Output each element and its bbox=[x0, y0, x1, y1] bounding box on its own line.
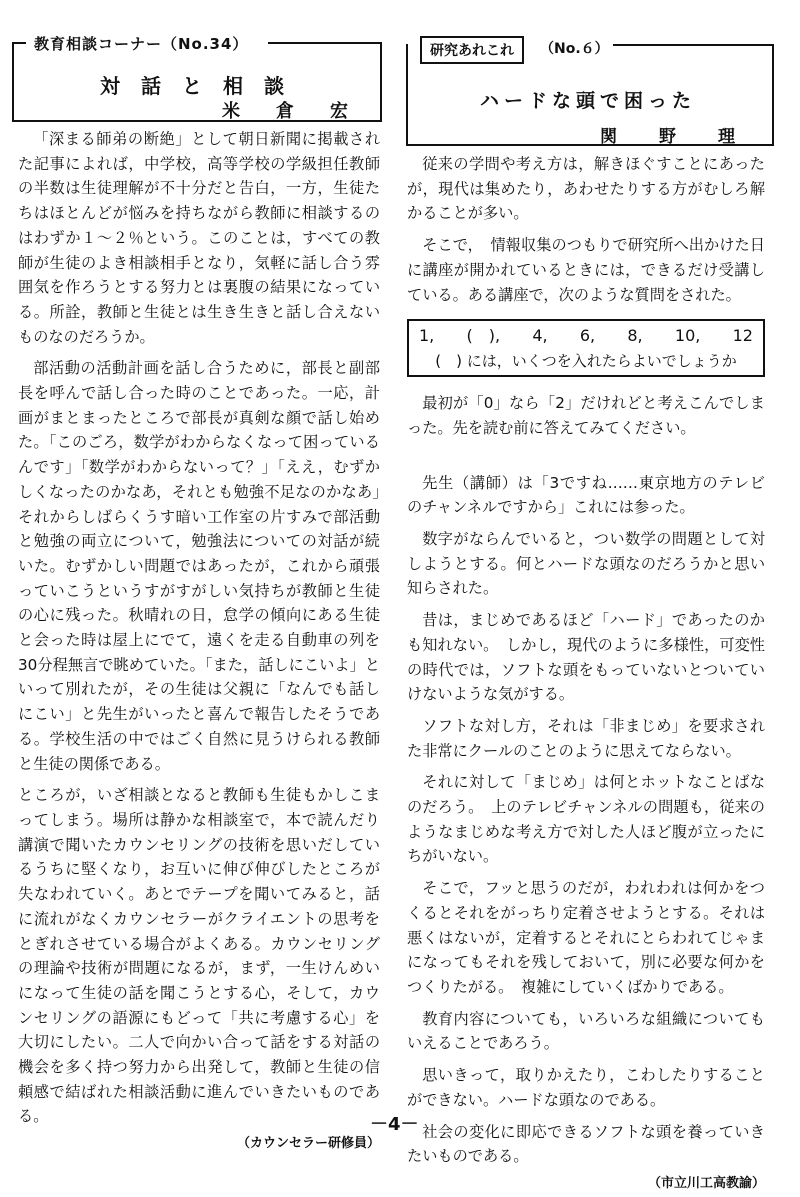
paragraph: 数字がならんでいると，つい数学の問題として対しようとする。何とハードな頭なのだろうかと思い知らされた。 bbox=[407, 530, 765, 598]
left-article-author: 米倉宏 bbox=[222, 101, 384, 122]
right-signature: （市立川工高教諭） bbox=[647, 1175, 765, 1191]
paragraph: 教育内容についても，いろいろな組織についてもいえることであろう。 bbox=[407, 1009, 765, 1053]
sequence-item: 10, bbox=[674, 326, 701, 346]
sequence-item: 6, bbox=[579, 326, 596, 346]
right-article-title: ハードな頭で困った bbox=[480, 90, 697, 112]
question-text: ( ) には，いくつを入れたらよいでしょうか bbox=[435, 352, 737, 371]
paragraph: 思いきって，取りかえたり，こわしたりすることができない。ハードな頭なのである。 bbox=[407, 1066, 765, 1109]
sequence-item: ( ), bbox=[466, 326, 501, 346]
paragraph: ところが，いざ相談となると教師も生徒もかしこまってしまう。場所は静かな相談室で，本で読んだり講演で聞いたカウンセリングの技術を思いだしているうちに堅くなり，お互いに伸び伸びしたところが失なわれていく。あとでテープを聞いてみると，話に流れがなくカウンセラーがクライエントの思考をとぎれさせている場合がよくある。カウンセリングの理論や技術が問題になるが，まず，一生けんめいになって生徒の話を聞こうとする心，そして，カウンセリングの語源にもどって「共に考慮する心」を大切にしたい。二人で向かい合って話をする対話の機会を多く持つ努力から出発して，教師と生徒の信頼感で結ばれた相談活動に進んでいきたいものである。 bbox=[18, 786, 380, 1126]
sequence-item: 8, bbox=[627, 326, 643, 346]
paragraph: そこで，フッと思うのだが，われわれは何かをつくるとそれをがっちり定着させようとする。それは悪くはないが，定着するとそれにとらわれてじゃまになってもそれを残しておいて，別に必要な何かをつくりたがる。 複雑にしていくばかりである。 bbox=[407, 879, 765, 996]
paragraph: 先生（講師）は「3ですね……東京地方のテレビのチャンネルですから」これには参った。 bbox=[407, 473, 765, 517]
paragraph: 昔は，まじめであるほど「ハード」であったのかも知れない。 しかし，現代のように多様性，可変性の時代では，ソフトな頭をもっていないとついていけないような気がする。 bbox=[407, 611, 765, 704]
paragraph: それに対して「まじめ」は何とホットなことばなのだろう。 上のテレビチャンネルの問題も，従来のようなまじめな考え方で対した人ほど腹が立ったにちがいない。 bbox=[407, 773, 766, 866]
left-corner-label: 教育相談コーナー（No.34） bbox=[30, 33, 252, 54]
paragraph: 「深まる師弟の断絶」として朝日新聞に掲載された記事によれば，中学校，高等学校の学級担任教師の半数は生徒理解が不十分だと告白，一方，生徒たちはほとんどが悩みを持ちながら教師に相談するのはわずか１～２％という。このことは，すべての教師が生徒のよき相談相手となり，気軽に話し合う雰囲気を作ろうとする努力とは裏腹の結果になっている。所詮，教師と生徒とは生き生きと話し合えないものなのだろうか。 bbox=[18, 130, 380, 346]
right-article-author: 関野理 bbox=[600, 127, 777, 147]
paragraph: 社会の変化に即応できるソフトな頭を養っていきたいものである。 bbox=[407, 1122, 765, 1166]
right-article-body bbox=[407, 152, 765, 1197]
question-box bbox=[407, 319, 765, 377]
right-corner-label: 研究あれこれ bbox=[420, 36, 524, 64]
left-signature: （カウンセラー研修員） bbox=[236, 1136, 380, 1152]
paragraph: 従来の学問や考え方は，解きほぐすことにあったが，現代は集めたり，あわせたりする方がむしろ解かることが多い。 bbox=[407, 155, 766, 223]
right-corner-number: （No.６） bbox=[536, 38, 613, 58]
sequence-item: 1, bbox=[419, 326, 435, 346]
paragraph: 部活動の活動計画を話し合うために，部長と副部長を呼んで話し合った時のことであった。一応，計画がまとまったところで部長が真剣な顔で話し始めた。「このごろ，数学がわからなくなって困っているんです」「数学がわからないって？」「ええ，むずかしくなったのかなあ，それとも勉強不足なのかなあ」それからしばらくうす暗い工作室の片すみで部活動と勉強の両立について，勉強法についての対話が続いた。むずかしい問題ではあったが，これから頑張っていこうというすがすがしい気持ちが教師と生徒の心に残った。秋晴れの日，怠学の傾向にある生徒と会った時は屋上にでて，遠くを走る自動車の列を30分程無言で眺めていた。「また，話しにこいよ」といって別れたが，その生徒は父親に「なんでも話しにこい」と先生がいったと喜んで報告したそうである。学校生活の中ではごく自然に見うけられる教師と生徒の関係である。 bbox=[18, 359, 380, 773]
sequence-item: 12 bbox=[732, 326, 753, 346]
paragraph: そこで， 情報収集のつもりで研究所へ出かけた日に講座が開かれているときには，できるだけ受講している。ある講座で，次のような質問をされた。 bbox=[407, 236, 765, 304]
paragraph: 最初が「0」なら「2」だけれどと考えこんでしまった。先を読む前に答えてみてください。 bbox=[407, 394, 765, 437]
sequence-item: 4, bbox=[532, 326, 548, 346]
page-number: －4－ bbox=[370, 1114, 419, 1135]
paragraph: ソフトな対し方，それは「非まじめ」を要求された非常にクールのことのように思えてならない。 bbox=[407, 716, 765, 760]
left-article-body bbox=[18, 127, 380, 1157]
left-article-title: 対話と相談 bbox=[100, 74, 305, 98]
question-sequence bbox=[415, 323, 757, 349]
